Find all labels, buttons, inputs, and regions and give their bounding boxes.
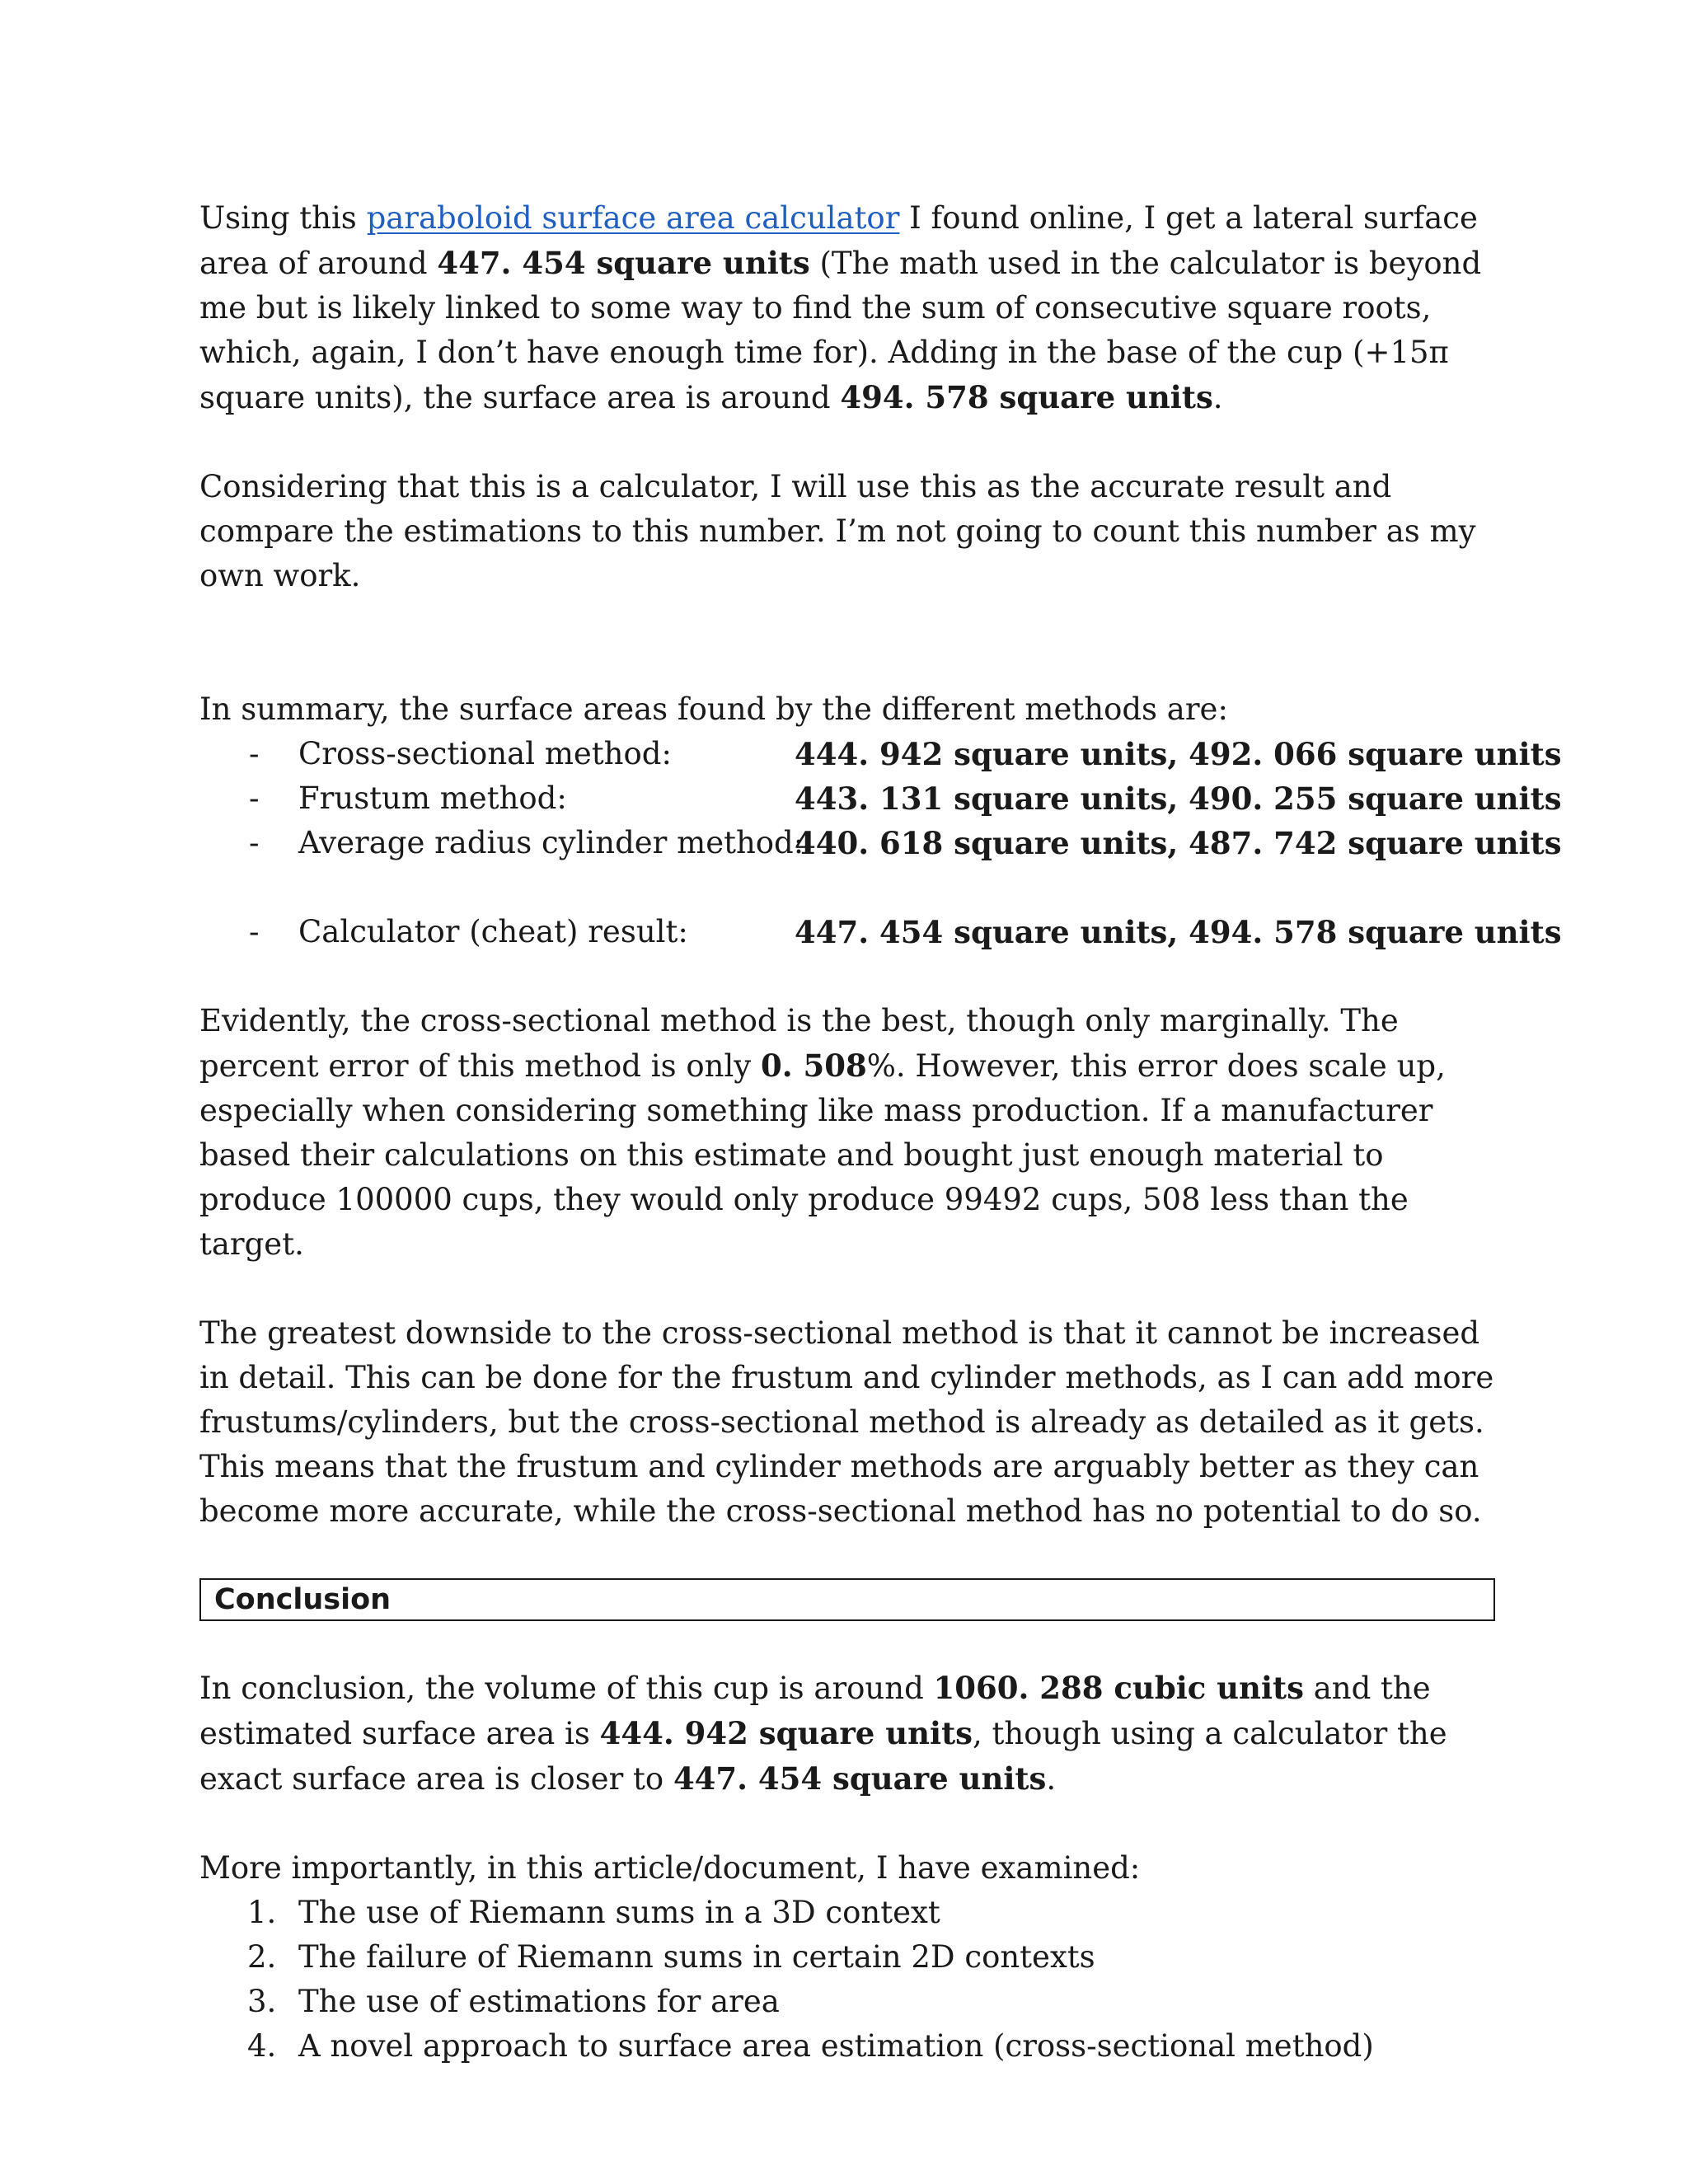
total-area-value: 494. 578 square units [840, 379, 1213, 415]
method-result: 447. 454 square units, 494. 578 square units [795, 914, 1562, 950]
examined-item [199, 1980, 1502, 2024]
para3-text-2: . However, this error does scale up, especially when considering something like mass production. If a manufacturer based their calculations on this estimate and bought just enough material to produce 100000 cups, they would only produce 99492 cups, 508 less than the target. [199, 1048, 1446, 1262]
para3-text-1: Evidently, the cross-sectional method is the best, though only marginally. The percent error of this method is only [199, 1003, 1399, 1084]
accuracy-paragraph: Considering that this is a calculator, I will use this as the accurate result and compare the estimations to this number. I’m not going to count this number as my own work. [199, 469, 1476, 593]
summary-item-calculator [199, 910, 1562, 954]
para5-text-3: , though using a calculator the exact surface area is closer to [199, 1716, 1447, 1797]
percent-sign: % [866, 1048, 896, 1084]
item-text: A novel approach to surface area estimation (cross-sectional method) [298, 2028, 1374, 2064]
summary-intro: In summary, the surface areas found by the different methods are: [199, 691, 1228, 727]
method-label: Calculator (cheat) result: [298, 914, 688, 949]
spacer [199, 865, 1502, 910]
estimated-area-value: 444. 942 square units [599, 1715, 973, 1751]
examined-item [199, 1935, 1502, 1980]
spacer [199, 1802, 1502, 1846]
list-dash: - [249, 736, 260, 771]
percent-error-value: 0. 508 [760, 1047, 867, 1084]
spacer [199, 1621, 1502, 1666]
item-text: The use of estimations for area [298, 1984, 780, 2019]
method-result: 443. 131 square units, 490. 255 square units [795, 780, 1562, 817]
spacer [199, 1534, 1502, 1578]
para5-text-4: . [1046, 1761, 1057, 1797]
para5-text-2: and the estimated surface area is [199, 1671, 1431, 1751]
examined-item [199, 2024, 1502, 2069]
para5-text-1: In conclusion, the volume of this cup is around [199, 1671, 934, 1706]
item-number: 4. [247, 2028, 277, 2064]
method-label: Average radius cylinder method: [298, 825, 804, 860]
volume-value: 1060. 288 cubic units [933, 1670, 1304, 1706]
method-result: 440. 618 square units, 487. 742 square units [795, 825, 1562, 861]
item-number: 2. [247, 1939, 277, 1975]
spacer [199, 598, 1502, 687]
item-text: The failure of Riemann sums in certain 2D contexts [298, 1939, 1095, 1975]
lateral-area-value: 447. 454 square units [437, 245, 810, 281]
summary-item-cylinder [199, 821, 1562, 865]
list-dash: - [249, 780, 260, 816]
conclusion-paragraph [199, 1666, 1502, 1802]
calculator-result-list [199, 910, 1562, 954]
method-result: 444. 942 square units, 492. 066 square units [795, 736, 1562, 772]
method-label: Frustum method: [298, 780, 567, 816]
exact-area-value: 447. 454 square units [673, 1760, 1047, 1797]
list-dash: - [249, 914, 260, 949]
spacer [199, 954, 1502, 999]
para1-text-2: (The math used in the calculator is beyond me but is likely linked to some way to find the sum of consecutive square roots, which, again, I don’t have enough time for). Adding in the base of the cup (+15π square units), the surface area is around [199, 246, 1482, 415]
summary-item-cross-sectional [199, 732, 1562, 776]
spacer [199, 420, 1502, 465]
document-page [199, 196, 1562, 2069]
downside-paragraph: The greatest downside to the cross-sectional method is that it cannot be increased in detail. This can be done for the frustum and cylinder methods, as I can add more frustums/cylinders, but the cross-sectional method is already as detailed as it gets. This means that the frustum and cylinder methods are arguably better as they can become more accurate, while the cross-sectional method has no potential to do so. [199, 1315, 1494, 1529]
method-label: Cross-sectional method: [298, 736, 672, 771]
paraboloid-calculator-link[interactable]: paraboloid surface area calculator [366, 200, 900, 236]
examined-list [199, 1891, 1502, 2069]
summary-item-frustum [199, 776, 1562, 821]
list-dash: - [249, 825, 260, 860]
summary-list [199, 732, 1562, 865]
para1-text-3: . [1212, 380, 1223, 415]
item-number: 3. [247, 1984, 277, 2019]
examined-intro: More importantly, in this article/document, I have examined: [199, 1850, 1141, 1886]
calculator-paragraph [199, 196, 1502, 420]
para1-text-1: I found online, I get a lateral surface area of around [199, 200, 1478, 281]
conclusion-heading: Conclusion [199, 1578, 1495, 1621]
spacer [199, 1267, 1502, 1311]
evaluation-paragraph [199, 999, 1502, 1267]
examined-item [199, 1891, 1502, 1935]
item-number: 1. [247, 1895, 277, 1930]
para1-lead: Using this [199, 200, 367, 236]
item-text: The use of Riemann sums in a 3D context [298, 1895, 940, 1930]
